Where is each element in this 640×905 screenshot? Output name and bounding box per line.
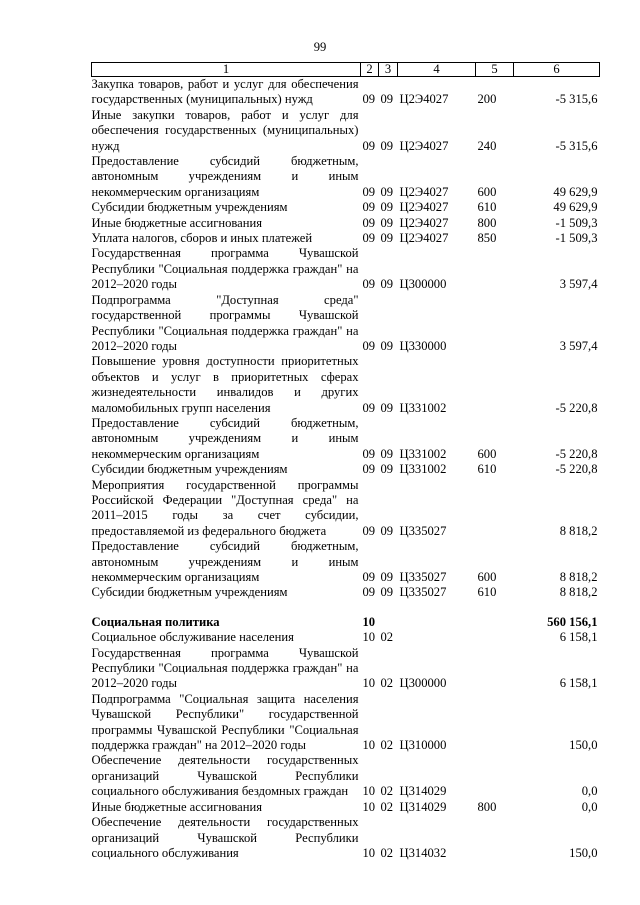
target-article-code: Ц2Э4027 (399, 231, 449, 246)
target-article-code: Ц2Э4027 (399, 138, 449, 153)
target-article-code: Ц335027 (399, 585, 447, 600)
column-header: 2 (361, 63, 379, 77)
row-name: Субсидии бюджетным учреждениям (91, 462, 288, 477)
subsection-code: 09 (380, 338, 394, 353)
target-article-code (398, 630, 476, 645)
row-name: Уплата налогов, сборов и иных платежей (91, 231, 313, 246)
section-code: 09 (362, 585, 376, 600)
subsection-code: 09 (380, 231, 394, 246)
target-article-code: Ц2Э4027 (399, 200, 449, 215)
row-name: Предоставление субсидий бюджетным, автономным учреждениям и иным некоммерческим организациям (91, 539, 359, 584)
expense-type-code (476, 815, 514, 861)
amount: 150,0 (569, 738, 598, 753)
row-name: Государственная программа Чувашской Республики "Социальная поддержка граждан" на 2012–2020 годы (91, 246, 359, 292)
expense-type-code: 600 (477, 446, 497, 461)
target-article-code: Ц300000 (399, 277, 447, 292)
spacer-row (92, 601, 600, 615)
expense-type-code: 610 (477, 585, 497, 600)
amount: 8 818,2 (559, 523, 598, 538)
subsection-code: 09 (380, 462, 394, 477)
expense-type-code (476, 646, 514, 692)
target-article-code: Ц330000 (399, 338, 447, 353)
row-name: Повышение уровня доступности приоритетных объектов и услуг в приоритетных сферах жизнедеятельности инвалидов и других маломобильных групп населения (91, 354, 359, 415)
target-article-code: Ц331002 (399, 400, 447, 415)
expense-type-code (476, 630, 514, 645)
expense-type-code (476, 478, 514, 540)
table-row (92, 293, 600, 355)
subsection-code: 09 (380, 277, 394, 292)
table-row (92, 462, 600, 477)
table-row (92, 478, 600, 540)
budget-table (91, 62, 600, 861)
row-name: Социальная политика (91, 614, 220, 629)
table-header (92, 63, 600, 77)
section-code: 10 (362, 784, 376, 799)
amount: 8 818,2 (559, 570, 598, 584)
subsection-code: 02 (380, 630, 394, 645)
expense-type-code (476, 293, 514, 355)
amount: 49 629,9 (553, 200, 598, 215)
table-row (92, 800, 600, 815)
section-code: 09 (362, 446, 376, 461)
row-name: Иные закупки товаров, работ и услуг для обеспечения государственных (муниципальных) нужд (91, 107, 359, 153)
section-code: 10 (362, 738, 376, 753)
subsection-code: 09 (380, 585, 394, 600)
expense-type-code: 240 (477, 138, 497, 153)
subsection-code: 02 (380, 784, 394, 799)
target-article-code: Ц331002 (399, 462, 447, 477)
section-code: 09 (362, 277, 376, 292)
section-code: 09 (362, 215, 376, 230)
table-body (92, 77, 600, 862)
table-row (92, 630, 600, 645)
row-name: Социальное обслуживание населения (91, 630, 294, 645)
target-article-code: Ц314029 (399, 784, 447, 799)
row-name: Предоставление субсидий бюджетным, автономным учреждениям и иным некоммерческим организациям (91, 415, 359, 461)
section-code: 09 (362, 231, 376, 246)
section-code: 10 (362, 630, 376, 645)
section-code: 09 (362, 92, 376, 107)
subsection-code: 09 (380, 92, 394, 107)
amount: -5 220,8 (555, 446, 598, 461)
table-row (92, 154, 600, 200)
table-row (92, 646, 600, 692)
column-header: 5 (476, 63, 514, 77)
spacer-cell (92, 601, 600, 615)
table-row (92, 216, 600, 231)
section-code: 09 (362, 184, 376, 199)
subsection-code: 02 (380, 799, 394, 814)
subsection-code: 02 (380, 845, 394, 860)
expense-type-code: 600 (477, 184, 497, 199)
expense-type-code: 200 (477, 92, 497, 107)
amount: 150,0 (569, 845, 598, 860)
target-article-code (398, 615, 476, 630)
row-name: Подпрограмма "Социальная защита населения Чувашской Республики" государственной программы Чувашской Республики "Социальная поддержка граждан" на 2012–2020 годы (91, 691, 359, 753)
column-header: 3 (379, 63, 398, 77)
row-name: Иные бюджетные ассигнования (91, 799, 263, 814)
section-code: 09 (362, 523, 376, 538)
row-name: Обеспечение деятельности государственных организаций Чувашской Республики социального обслуживания бездомных граждан (91, 753, 359, 799)
target-article-code: Ц310000 (399, 738, 447, 753)
amount: 560 156,1 (547, 614, 598, 629)
expense-type-code: 610 (477, 200, 497, 215)
subsection-code (379, 615, 398, 630)
section-code: 09 (362, 138, 376, 153)
subsection-code: 09 (380, 184, 394, 199)
row-name: Закупка товаров, работ и услуг для обеспечения государственных (муниципальных) нужд (91, 77, 359, 107)
section-code: 09 (362, 400, 376, 415)
row-name: Мероприятия государственной программы Российской Федерации "Доступная среда" на 2011–2015 годы за счет субсидии, предоставляемой из федерального бюджета (91, 477, 359, 538)
target-article-code: Ц300000 (399, 676, 447, 691)
expense-type-code: 850 (477, 231, 497, 246)
amount: 49 629,9 (553, 184, 598, 199)
table-row (92, 77, 600, 108)
expense-type-code (476, 753, 514, 799)
subsection-code: 09 (380, 200, 394, 215)
expense-type-code: 800 (477, 215, 497, 230)
row-name: Обеспечение деятельности государственных организаций Чувашской Республики социального обслуживания (91, 815, 359, 860)
section-code: 09 (362, 200, 376, 215)
table-row (92, 615, 600, 630)
subsection-code: 09 (380, 215, 394, 230)
expense-type-code (476, 692, 514, 754)
expense-type-code (476, 615, 514, 630)
page-number: 99 (313, 40, 327, 54)
table-row (92, 108, 600, 154)
row-name: Субсидии бюджетным учреждениям (91, 585, 288, 600)
target-article-code: Ц2Э4027 (399, 92, 449, 107)
amount: -5 220,8 (555, 462, 598, 477)
section-code: 10 (362, 614, 376, 629)
amount: 6 158,1 (559, 630, 598, 645)
target-article-code: Ц314029 (399, 799, 447, 814)
expense-type-code: 600 (477, 570, 497, 584)
expense-type-code (476, 246, 514, 292)
target-article-code: Ц335027 (399, 523, 447, 538)
expense-type-code: 800 (477, 799, 497, 814)
amount: 3 597,4 (559, 338, 598, 353)
row-name: Предоставление субсидий бюджетным, автономным учреждениям и иным некоммерческим организациям (91, 154, 359, 199)
table-row (92, 539, 600, 585)
table-row (92, 585, 600, 600)
table-row (92, 692, 600, 754)
row-name: Государственная программа Чувашской Республики "Социальная поддержка граждан" на 2012–2020 годы (91, 645, 359, 691)
table-row (92, 200, 600, 215)
section-code: 09 (362, 338, 376, 353)
table-row (92, 416, 600, 462)
row-name: Субсидии бюджетным учреждениям (91, 200, 288, 215)
row-name: Иные бюджетные ассигнования (91, 215, 263, 230)
subsection-code: 09 (380, 138, 394, 153)
target-article-code: Ц2Э4027 (399, 215, 449, 230)
subsection-code: 09 (380, 523, 394, 538)
subsection-code: 09 (380, 570, 394, 584)
amount: 3 597,4 (559, 277, 598, 292)
target-article-code: Ц335027 (399, 570, 447, 584)
subsection-code: 09 (380, 446, 394, 461)
table-row (92, 753, 600, 799)
subsection-code: 02 (380, 738, 394, 753)
amount: -5 315,6 (555, 92, 598, 107)
target-article-code: Ц2Э4027 (399, 184, 449, 199)
section-code: 09 (362, 462, 376, 477)
column-header: 4 (398, 63, 476, 77)
subsection-code: 02 (380, 676, 394, 691)
amount: 6 158,1 (559, 676, 598, 691)
table-row (92, 815, 600, 861)
amount: -1 509,3 (555, 231, 598, 246)
amount: -5 315,6 (555, 138, 598, 153)
section-code: 10 (362, 799, 376, 814)
target-article-code: Ц314032 (399, 845, 447, 860)
amount: 0,0 (581, 784, 598, 799)
row-name: Подпрограмма "Доступная среда" государственной программы Чувашской Республики "Социальная поддержка граждан" на 2012–2020 годы (91, 292, 359, 353)
section-code: 10 (362, 845, 376, 860)
amount: 0,0 (581, 799, 598, 814)
section-code: 10 (362, 676, 376, 691)
table-row (92, 231, 600, 246)
expense-type-code: 610 (477, 462, 497, 477)
section-code: 09 (362, 570, 376, 584)
table-row (92, 246, 600, 292)
subsection-code: 09 (380, 400, 394, 415)
column-header: 1 (92, 63, 361, 77)
amount: -5 220,8 (555, 400, 598, 415)
expense-type-code (476, 354, 514, 416)
column-header: 6 (514, 63, 600, 77)
amount: -1 509,3 (555, 215, 598, 230)
amount: 8 818,2 (559, 585, 598, 600)
target-article-code: Ц331002 (399, 446, 447, 461)
table-row (92, 354, 600, 416)
